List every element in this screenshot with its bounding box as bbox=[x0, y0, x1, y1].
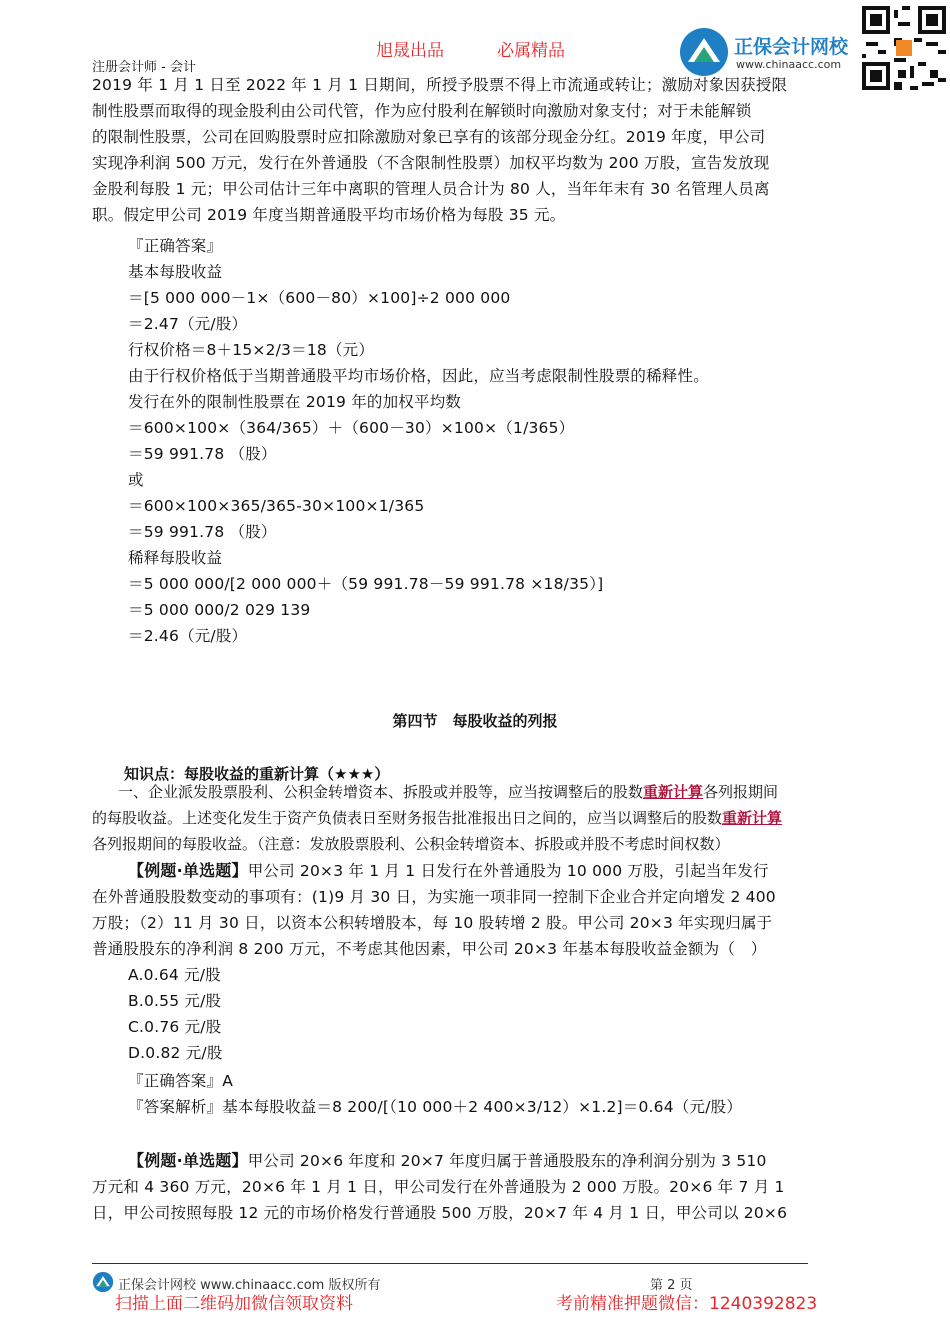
slogan-left: 旭晟出品 bbox=[376, 41, 444, 61]
text-line: 普通股股东的净利润 8 200 万元，不考虑其他因素，甲公司 20×3 年基本每股收益金额为（ ） bbox=[92, 940, 767, 958]
wechat-contact: 考前精准押题微信：1240392823 bbox=[556, 1294, 818, 1314]
text-line: 制性股票而取得的现金股利由公司代管，作为应付股利在解锁时向激励对象支付；对于未能解锁 bbox=[92, 102, 752, 120]
highlight-recompute: 重新计算 bbox=[722, 809, 783, 827]
answer-line: 由于行权价格低于当期普通股平均市场价格，因此，应当考虑限制性股票的稀释性。 bbox=[128, 367, 709, 385]
text-line: 的限制性股票，公司在回购股票时应扣除激励对象已享有的该部分现金分红。2019 年度，甲公司 bbox=[92, 128, 766, 146]
text-line: 万元和 4 360 万元，20×6 年 1 月 1 日，甲公司发行在外普通股为 2 000 万股。20×6 年 7 月 1 bbox=[92, 1178, 785, 1196]
footer-logo-icon bbox=[92, 1271, 114, 1293]
knowledge-line-2: 的每股收益。上述变化发生于资产负债表日至财务报告批准报出日之间的，应当以调整后的股数重新计算 bbox=[92, 809, 783, 827]
example-tag: 【例题·单选题】 bbox=[128, 861, 248, 880]
text-line: 金股利每股 1 元；甲公司估计三年中离职的管理人员合计为 80 人，当年年末有 30 名管理人员离 bbox=[92, 180, 770, 198]
slogan-right: 必属精品 bbox=[497, 41, 565, 61]
option-item: D.0.82 元/股 bbox=[128, 1044, 223, 1062]
highlight-recompute: 重新计算 bbox=[643, 783, 704, 801]
knowledge-line-3: 各列报期间的每股收益。（注意：发放股票股利、公积金转增资本、拆股或并股不考虑时间权数） bbox=[92, 835, 730, 853]
subject-label: 注册会计师 - 会计 bbox=[92, 60, 196, 75]
answer-line: ＝59 991.78 （股） bbox=[128, 523, 277, 541]
logo-url: www.chinaacc.com bbox=[736, 58, 842, 71]
footer-divider bbox=[92, 1263, 808, 1264]
option-item: B.0.55 元/股 bbox=[128, 992, 222, 1010]
answer-line: ＝2.46（元/股） bbox=[128, 627, 248, 645]
option-item: C.0.76 元/股 bbox=[128, 1018, 222, 1036]
page-number: 第 2 页 bbox=[650, 1278, 693, 1293]
answer-line: ＝600×100×365/365-30×100×1/365 bbox=[128, 497, 425, 515]
answer-line: 或 bbox=[128, 471, 144, 489]
logo-text: 正保会计网校 bbox=[734, 36, 849, 58]
text-line: 在外普通股股数变动的事项有：(1)9 月 30 日，为实施一项非同一控制下企业合并定向增发 2 400 bbox=[92, 888, 776, 906]
qr-code-icon bbox=[862, 6, 946, 90]
answer-line: ＝[5 000 000－1×（600－80）×100]÷2 000 000 bbox=[128, 289, 511, 307]
text-line: 万股；（2）11 月 30 日，以资本公积转增股本，每 10 股转增 2 股。甲公司 20×3 年实现归属于 bbox=[92, 914, 773, 932]
scan-qr-note: 扫描上面二维码加微信领取资料 bbox=[115, 1294, 353, 1314]
answer-line: ＝600×100×（364/365）＋（600－30）×100×（1/365） bbox=[128, 419, 575, 437]
answer-line: 『正确答案』 bbox=[128, 237, 223, 255]
text-line: 职。假定甲公司 2019 年度当期普通股平均市场价格为每股 35 元。 bbox=[92, 206, 566, 224]
knowledge-line-1: 一、企业派发股票股利、公积金转增资本、拆股或并股等，应当按调整后的股数重新计算各列报期间 bbox=[118, 783, 779, 801]
logo-icon bbox=[678, 26, 730, 78]
example2-first-line: 【例题·单选题】甲公司 20×6 年度和 20×7 年度归属于普通股股东的净利润分别为 3 510 bbox=[128, 1151, 767, 1170]
example1-first-line: 【例题·单选题】甲公司 20×3 年 1 月 1 日发行在外普通股为 10 000 万股，引起当年发行 bbox=[128, 861, 769, 880]
example-tag: 【例题·单选题】 bbox=[128, 1151, 248, 1170]
example1-answer: 『正确答案』A bbox=[128, 1072, 234, 1090]
answer-line: ＝5 000 000/[2 000 000＋（59 991.78－59 991.78 ×18/35）] bbox=[128, 575, 604, 593]
answer-line: 稀释每股收益 bbox=[128, 549, 223, 567]
section-title: 第四节 每股收益的列报 bbox=[392, 712, 558, 730]
answer-line: 基本每股收益 bbox=[128, 263, 223, 281]
text-line: 实现净利润 500 万元，发行在外普通股（不含限制性股票）加权平均数为 200 万股，宣告发放现 bbox=[92, 154, 770, 172]
answer-line: ＝2.47（元/股） bbox=[128, 315, 248, 333]
footer-copyright: 正保会计网校 www.chinaacc.com 版权所有 bbox=[118, 1278, 381, 1293]
answer-line: ＝59 991.78 （股） bbox=[128, 445, 277, 463]
text-line: 2019 年 1 月 1 日至 2022 年 1 月 1 日期间，所授予股票不得上市流通或转让；激励对象因获授限 bbox=[92, 76, 788, 94]
knowledge-title: 知识点：每股收益的重新计算（★★★） bbox=[124, 765, 390, 783]
option-item: A.0.64 元/股 bbox=[128, 966, 221, 984]
answer-line: 发行在外的限制性股票在 2019 年的加权平均数 bbox=[128, 393, 462, 411]
answer-line: 行权价格＝8＋15×2/3＝18（元） bbox=[128, 341, 375, 359]
example1-analysis: 『答案解析』基本每股收益＝8 200/[（10 000＋2 400×3/12）×1.2]＝0.64（元/股） bbox=[128, 1098, 743, 1116]
text-line: 日，甲公司按照每股 12 元的市场价格发行普通股 500 万股，20×7 年 4 月 1 日，甲公司以 20×6 bbox=[92, 1204, 788, 1222]
answer-line: ＝5 000 000/2 029 139 bbox=[128, 601, 311, 619]
